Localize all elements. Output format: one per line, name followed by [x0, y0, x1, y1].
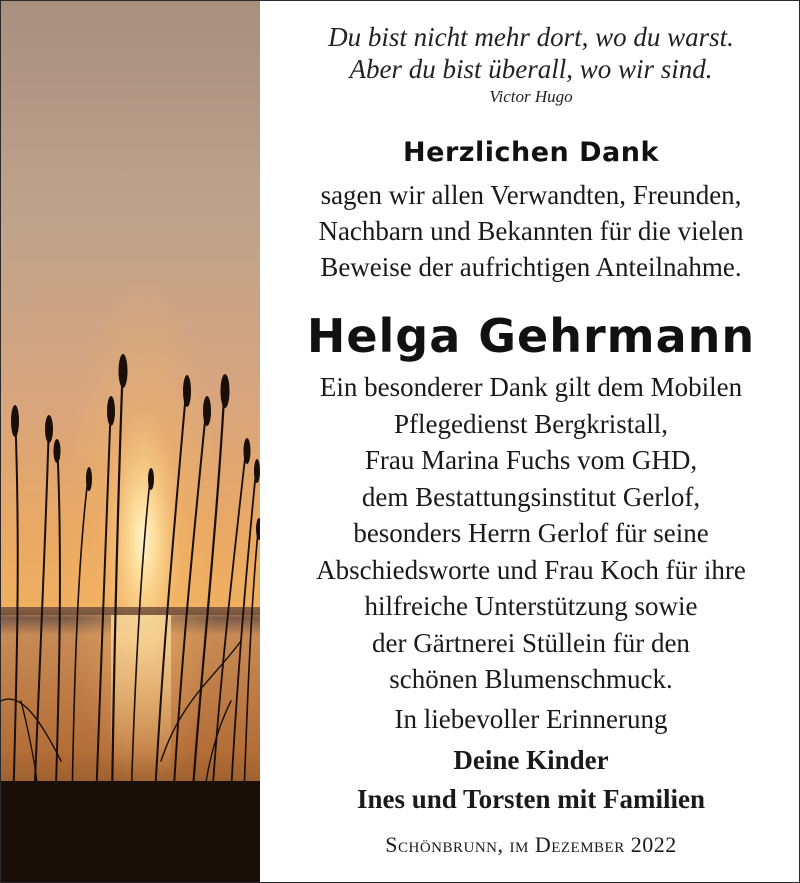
quote-author: Victor Hugo	[489, 87, 573, 106]
thanks-line: hilfreiche Unterstützung sowie	[364, 591, 698, 621]
place-date: Schönbrunn, im Dezember 2022	[385, 832, 677, 857]
signer-line: Ines und Torsten mit Familien	[356, 784, 706, 814]
remembrance-line: In liebevoller Erinnerung	[394, 704, 668, 734]
text-column	[263, 1, 799, 882]
thanks-line: der Gärtnerei Stüllein für den	[372, 627, 690, 658]
signer-line: Deine Kinder	[453, 745, 609, 775]
thanks-line: Abschiedsworte und Frau Koch für ihre	[316, 554, 746, 585]
thanks-heading: Herzlichen Dank	[403, 137, 659, 168]
quote-block	[263, 21, 799, 108]
sunset-reeds-photo	[1, 1, 260, 882]
deceased-name: Helga Gehrmann	[306, 309, 756, 363]
thanks-line: Pflegedienst Bergkristall,	[394, 408, 668, 439]
intro-text	[263, 177, 799, 285]
special-thanks-text	[263, 369, 799, 698]
quote-line: Du bist nicht mehr dort, wo du warst.	[328, 22, 734, 52]
quote-line: Aber du bist überall, wo wir sind.	[349, 54, 713, 84]
thanks-line: schönen Blumenschmuck.	[389, 664, 673, 694]
thanks-line: Ein besonderer Dank gilt dem Mobilen	[319, 372, 743, 402]
intro-line: sagen wir allen Verwandten, Freunden,	[320, 180, 742, 210]
intro-line: Beweise der aufrichtigen Anteilnahme.	[320, 252, 742, 282]
intro-line: Nachbarn und Bekannten für die vielen	[318, 216, 744, 246]
thanks-line: dem Bestattungsinstitut Gerlof,	[361, 481, 701, 512]
thanks-line: besonders Herrn Gerlof für seine	[353, 518, 709, 548]
thanks-line: Frau Marina Fuchs vom GHD,	[364, 445, 698, 475]
